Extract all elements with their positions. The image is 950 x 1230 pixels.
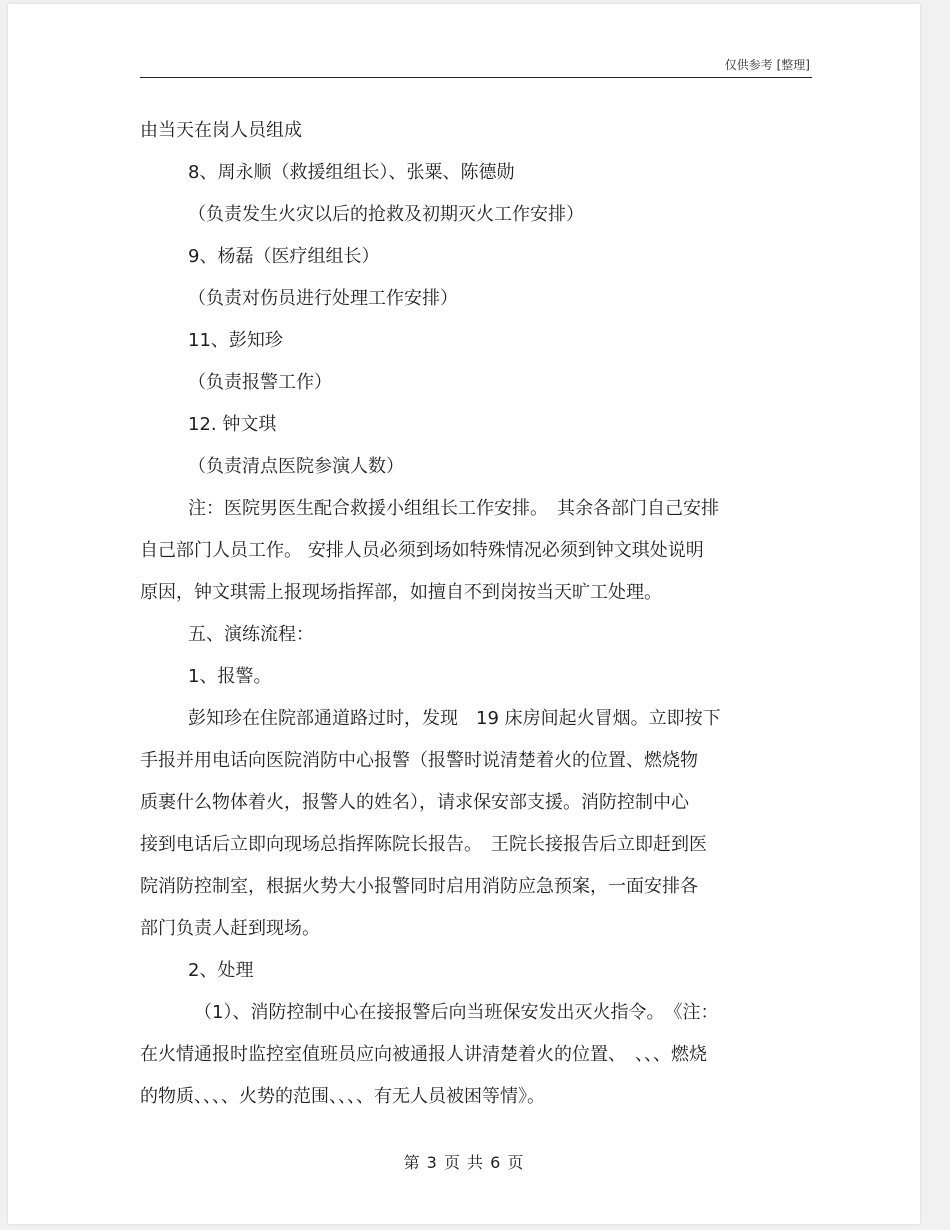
paragraph-line: 原因，钟文琪需上报现场指挥部，如擅自不到岗按当天旷工处理。 — [140, 582, 662, 603]
paragraph-line: 11、彭知珍 — [188, 330, 283, 351]
paragraph-line: 接到电话后立即向现场总指挥陈院长报告。 王院长接报告后立即赶到医 — [140, 834, 707, 855]
paragraph-line: （负责对伤员进行处理工作安排） — [188, 288, 458, 309]
paragraph-line: 自己部门人员工作。 安排人员必须到场如特殊情况必须到钟文琪处说明 — [140, 540, 704, 561]
document-page — [8, 4, 920, 1224]
document-body — [140, 110, 820, 1118]
paragraph-line: （负责清点医院参演人数） — [188, 456, 404, 477]
paragraph-line: 8、周永顺（救援组组长）、张粟、陈德勋 — [188, 162, 515, 183]
paragraph-line: 五、演练流程： — [188, 624, 314, 645]
paragraph-line: 由当天在岗人员组成 — [140, 120, 302, 141]
paragraph-line: 院消防控制室，根据火势大小报警同时启用消防应急预案，一面安排各 — [140, 876, 698, 897]
paragraph-line: 质裹什么物体着火，报警人的姓名），请求保安部支援。消防控制中心 — [140, 792, 689, 813]
paragraph-line: 注：医院男医生配合救援小组组长工作安排。 其余各部门自己安排 — [188, 498, 719, 519]
header-tag: [整理] — [776, 58, 810, 72]
header-divider — [140, 77, 812, 78]
paragraph-line: 彭知珍在住院部通道路过时，发现 19 床房间起火冒烟。立即按下 — [188, 708, 721, 729]
page-footer: 第 3 页 共 6 页 — [403, 1153, 525, 1172]
paragraph-line: （负责发生火灾以后的抢救及初期灭火工作安排） — [188, 204, 584, 225]
paragraph-line: 部门负责人赶到现场。 — [140, 918, 320, 939]
paragraph-line: 12. 钟文琪 — [188, 414, 277, 435]
paragraph-line: 2、处理 — [188, 960, 254, 981]
paragraph-line: 1、报警。 — [188, 666, 272, 687]
page-header — [725, 56, 810, 73]
paragraph-line: 手报并用电话向医院消防中心报警（报警时说清楚着火的位置、燃烧物 — [140, 750, 698, 771]
paragraph-line: 在火情通报时监控室值班员应向被通报人讲清楚着火的位置、 、、、燃烧 — [140, 1044, 707, 1065]
paragraph-line: （1）、消防控制中心在接报警后向当班保安发出灭火指令。 《注： — [194, 1002, 719, 1023]
paragraph-line: （负责报警工作） — [188, 372, 332, 393]
paragraph-line: 9、杨磊（医疗组组长） — [188, 246, 380, 267]
header-text: 仅供参考 — [724, 58, 773, 72]
paragraph-line: 的物质、、、、火势的范围、、、、有无人员被困等情》。 — [140, 1086, 545, 1107]
